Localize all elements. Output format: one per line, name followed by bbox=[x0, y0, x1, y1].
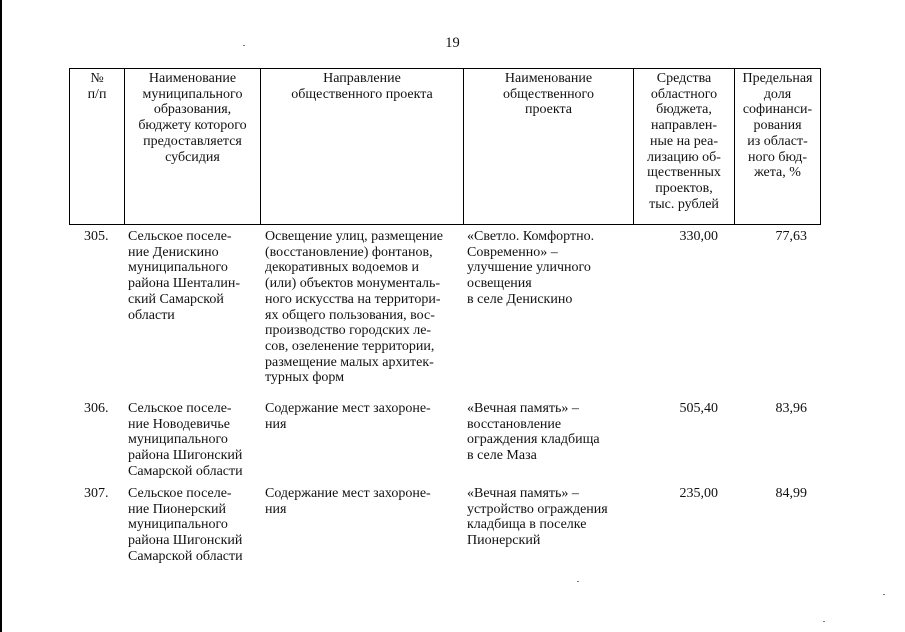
row-number: 307. bbox=[84, 486, 109, 501]
header-number: № п/п bbox=[87, 71, 107, 102]
row-project: «Вечная память» – восстановление ограждения кладбища в селе Маза bbox=[467, 401, 600, 464]
row-municipality: Сельское поселе- ние Новодевичье муниципального района Шигонский Самарской области bbox=[128, 401, 243, 479]
row-project: «Вечная память» – устройство ограждения кладбища в поселке Пионерский bbox=[467, 486, 608, 549]
header-municipality: Наименование муниципального образования, бюджету которого предоставляется субсидия bbox=[138, 71, 247, 165]
scan-speck bbox=[243, 45, 245, 46]
table-top-border bbox=[69, 68, 821, 69]
row-funds: 235,00 bbox=[679, 486, 718, 501]
row-project: «Светло. Комфортно. Современно» – улучшение уличного освещения в селе Денискино bbox=[467, 229, 595, 307]
scan-speck bbox=[883, 594, 885, 595]
row-funds: 330,00 bbox=[679, 229, 718, 244]
header-direction: Направление общественного проекта bbox=[291, 71, 433, 102]
scan-speck bbox=[577, 581, 579, 582]
header-bottom-border bbox=[69, 224, 821, 225]
scan-speck bbox=[823, 621, 825, 622]
header-share: Предельная доля софинанси- рования из област- ного бюд- жета, % bbox=[742, 71, 813, 181]
col-border bbox=[820, 68, 821, 225]
row-direction: Содержание мест захороне- ния bbox=[265, 486, 431, 517]
row-share: 84,99 bbox=[775, 486, 807, 501]
page-number: 19 bbox=[445, 35, 460, 51]
row-municipality: Сельское поселе- ние Денискино муниципального района Шенталин- ский Самарской области bbox=[128, 229, 240, 323]
row-direction: Содержание мест захороне- ния bbox=[265, 401, 431, 432]
row-share: 83,96 bbox=[775, 401, 807, 416]
header-funds: Средства областного бюджета, направлен- ные на реа- лизацию об- щественных проектов, тыс. рублей bbox=[647, 71, 721, 212]
row-share: 77,63 bbox=[775, 229, 807, 244]
row-municipality: Сельское поселе- ние Пионерский муниципального района Шигонский Самарской области bbox=[128, 486, 243, 564]
header-project: Наименование общественного проекта bbox=[503, 71, 594, 118]
row-number: 306. bbox=[84, 401, 109, 416]
row-funds: 505,40 bbox=[679, 401, 718, 416]
row-number: 305. bbox=[84, 229, 109, 244]
row-direction: Освещение улиц, размещение (восстановление) фонтанов, декоративных водоемов и (или) объектов монументаль- ного искусства на территори- ях общего пользования, вос- производство городских ле- сов, озеленение территории, размещение малых архитек- турных форм bbox=[265, 229, 443, 386]
scan-frame-edge bbox=[0, 0, 2, 632]
